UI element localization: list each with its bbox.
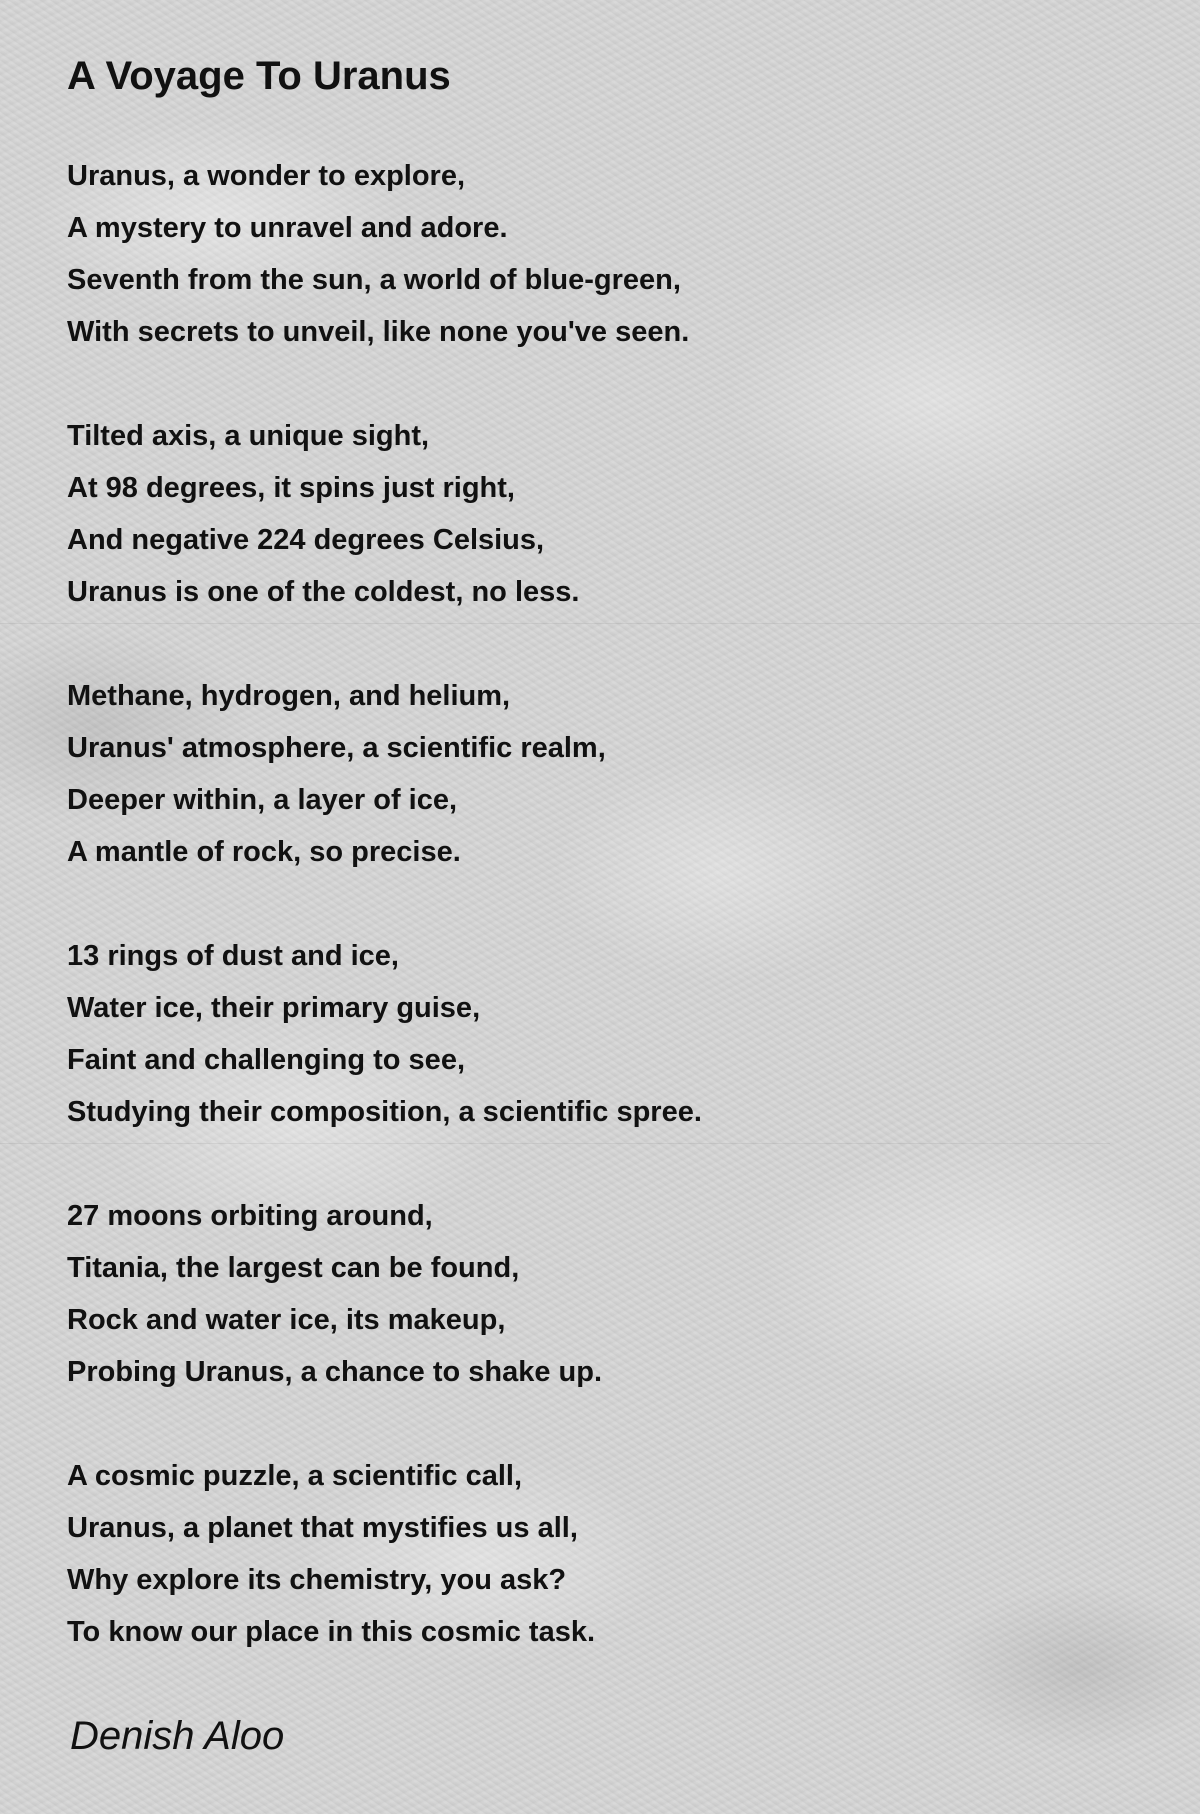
- poem-line: Tilted axis, a unique sight,: [67, 420, 430, 452]
- poem-line: To know our place in this cosmic task.: [67, 1616, 596, 1648]
- stanza-1: [67, 150, 1147, 358]
- poem-line: Deeper within, a layer of ice,: [67, 784, 458, 816]
- poem-line: Titania, the largest can be found,: [67, 1252, 520, 1284]
- poem-line: Rock and water ice, its makeup,: [67, 1304, 506, 1336]
- stanza-4: [67, 930, 1147, 1138]
- stanza-5: [67, 1190, 1147, 1398]
- poem-line: Why explore its chemistry, you ask?: [67, 1564, 567, 1596]
- poem-title: A Voyage To Uranus: [67, 54, 451, 98]
- stanza-3: [67, 670, 1147, 878]
- poem-line: 27 moons orbiting around,: [67, 1200, 433, 1232]
- poem-line: And negative 224 degrees Celsius,: [67, 524, 545, 556]
- stanza-6: [67, 1450, 1147, 1658]
- poem-line: 13 rings of dust and ice,: [67, 940, 399, 972]
- poem-line: Uranus' atmosphere, a scientific realm,: [67, 732, 606, 764]
- poem-line: Uranus, a planet that mystifies us all,: [67, 1512, 578, 1544]
- poem-line: Seventh from the sun, a world of blue-green,: [67, 264, 681, 296]
- poem-line: Studying their composition, a scientific spree.: [67, 1096, 702, 1128]
- poem-body: [67, 150, 1147, 1710]
- poem-line: Probing Uranus, a chance to shake up.: [67, 1356, 603, 1388]
- poem-line: A mystery to unravel and adore.: [67, 212, 508, 244]
- poem-line: Faint and challenging to see,: [67, 1044, 465, 1076]
- poem-line: With secrets to unveil, like none you've seen.: [67, 316, 690, 348]
- author-name: Denish Aloo: [70, 1714, 285, 1758]
- poem-line: At 98 degrees, it spins just right,: [67, 472, 515, 504]
- stanza-2: [67, 410, 1147, 618]
- poem-line: Uranus, a wonder to explore,: [67, 160, 466, 192]
- poem-line: Uranus is one of the coldest, no less.: [67, 576, 580, 608]
- poem-line: Methane, hydrogen, and helium,: [67, 680, 511, 712]
- poem-line: Water ice, their primary guise,: [67, 992, 481, 1024]
- poem-line: A cosmic puzzle, a scientific call,: [67, 1460, 523, 1492]
- poem-line: A mantle of rock, so precise.: [67, 836, 461, 868]
